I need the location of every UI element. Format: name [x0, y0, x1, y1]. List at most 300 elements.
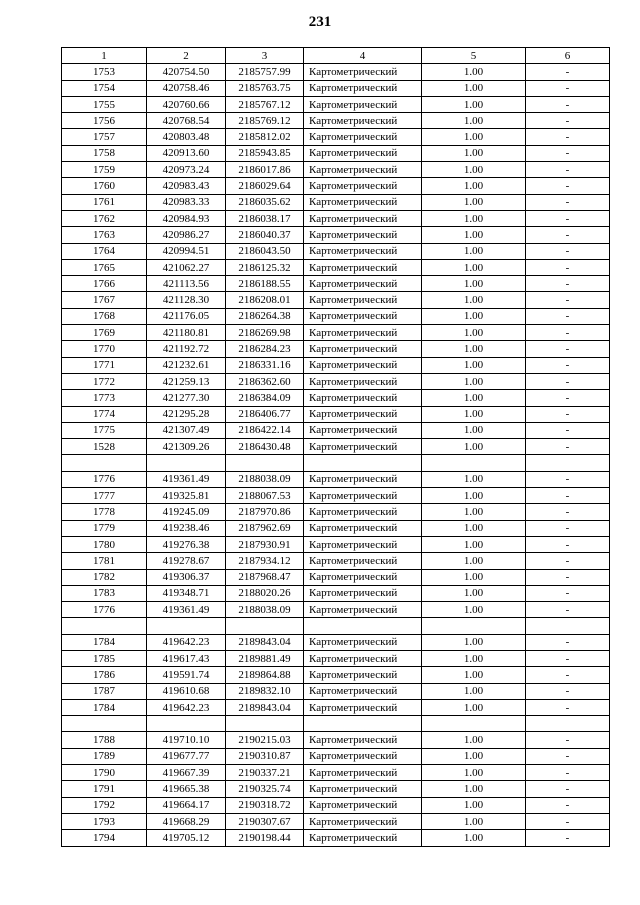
point-number-cell: 1782	[62, 569, 147, 585]
x-coordinate-cell: 419278.67	[147, 553, 226, 569]
table-row	[62, 830, 610, 846]
table-row	[62, 634, 610, 650]
point-number-cell: 1757	[62, 129, 147, 145]
x-coordinate-cell: 420760.66	[147, 96, 226, 112]
table-row	[62, 113, 610, 129]
point-number-cell: 1761	[62, 194, 147, 210]
note-cell: -	[526, 471, 610, 487]
y-coordinate-cell: 2189843.04	[226, 699, 304, 715]
method-cell: Картометрический	[304, 341, 422, 357]
note-cell: -	[526, 325, 610, 341]
point-number-cell: 1785	[62, 650, 147, 666]
table-row	[62, 781, 610, 797]
table-row	[62, 276, 610, 292]
table-row	[62, 471, 610, 487]
point-number-cell: 1776	[62, 602, 147, 618]
y-coordinate-cell: 2186406.77	[226, 406, 304, 422]
y-coordinate-cell: 2188038.09	[226, 602, 304, 618]
method-cell: Картометрический	[304, 813, 422, 829]
table-row	[62, 243, 610, 259]
method-cell: Картометрический	[304, 683, 422, 699]
coordinates-table	[61, 47, 610, 847]
note-cell: -	[526, 113, 610, 129]
point-number-cell: 1775	[62, 422, 147, 438]
table-row	[62, 650, 610, 666]
table-row	[62, 406, 610, 422]
table-row	[62, 308, 610, 324]
x-coordinate-cell: 419642.23	[147, 699, 226, 715]
accuracy-cell: 1.00	[422, 602, 526, 618]
y-coordinate-cell	[226, 716, 304, 732]
table-row	[62, 439, 610, 455]
x-coordinate-cell: 421176.05	[147, 308, 226, 324]
accuracy-cell: 1.00	[422, 781, 526, 797]
method-cell: Картометрический	[304, 667, 422, 683]
note-cell: -	[526, 64, 610, 80]
method-cell: Картометрический	[304, 96, 422, 112]
x-coordinate-cell: 419710.10	[147, 732, 226, 748]
note-cell: -	[526, 732, 610, 748]
note-cell: -	[526, 80, 610, 96]
method-cell: Картометрический	[304, 781, 422, 797]
table-row	[62, 210, 610, 226]
x-coordinate-cell: 420758.46	[147, 80, 226, 96]
y-coordinate-cell: 2186043.50	[226, 243, 304, 259]
point-number-cell: 1763	[62, 227, 147, 243]
note-cell: -	[526, 488, 610, 504]
note-cell: -	[526, 162, 610, 178]
point-number-cell: 1766	[62, 276, 147, 292]
y-coordinate-cell: 2187930.91	[226, 536, 304, 552]
accuracy-cell	[422, 455, 526, 471]
accuracy-cell: 1.00	[422, 162, 526, 178]
method-cell: Картометрический	[304, 748, 422, 764]
table-row	[62, 569, 610, 585]
point-number-cell: 1794	[62, 830, 147, 846]
note-cell: -	[526, 520, 610, 536]
point-number-cell: 1781	[62, 553, 147, 569]
note-cell: -	[526, 276, 610, 292]
x-coordinate-cell: 420983.33	[147, 194, 226, 210]
point-number-cell: 1759	[62, 162, 147, 178]
method-cell: Картометрический	[304, 162, 422, 178]
x-coordinate-cell: 419610.68	[147, 683, 226, 699]
point-number-cell: 1789	[62, 748, 147, 764]
table-row	[62, 455, 610, 471]
method-cell: Картометрический	[304, 308, 422, 324]
note-cell: -	[526, 699, 610, 715]
method-cell: Картометрический	[304, 276, 422, 292]
table-row	[62, 390, 610, 406]
point-number-cell	[62, 618, 147, 634]
accuracy-cell: 1.00	[422, 813, 526, 829]
point-number-cell: 1783	[62, 585, 147, 601]
y-coordinate-cell: 2186331.16	[226, 357, 304, 373]
note-cell: -	[526, 243, 610, 259]
x-coordinate-cell: 419361.49	[147, 471, 226, 487]
note-cell: -	[526, 373, 610, 389]
accuracy-cell: 1.00	[422, 373, 526, 389]
accuracy-cell: 1.00	[422, 634, 526, 650]
x-coordinate-cell: 421295.28	[147, 406, 226, 422]
accuracy-cell: 1.00	[422, 830, 526, 846]
x-coordinate-cell: 420973.24	[147, 162, 226, 178]
x-coordinate-cell: 421128.30	[147, 292, 226, 308]
table-row	[62, 178, 610, 194]
y-coordinate-cell	[226, 455, 304, 471]
point-number-cell: 1760	[62, 178, 147, 194]
note-cell: -	[526, 536, 610, 552]
note-cell: -	[526, 145, 610, 161]
point-number-cell: 1773	[62, 390, 147, 406]
point-number-cell	[62, 455, 147, 471]
x-coordinate-cell: 419348.71	[147, 585, 226, 601]
x-coordinate-cell: 419665.38	[147, 781, 226, 797]
x-coordinate-cell: 420803.48	[147, 129, 226, 145]
method-cell: Картометрический	[304, 210, 422, 226]
x-coordinate-cell: 419664.17	[147, 797, 226, 813]
method-cell: Картометрический	[304, 194, 422, 210]
note-cell	[526, 618, 610, 634]
note-cell: -	[526, 650, 610, 666]
point-number-cell: 1762	[62, 210, 147, 226]
y-coordinate-cell: 2186125.32	[226, 259, 304, 275]
method-cell: Картометрический	[304, 390, 422, 406]
y-coordinate-cell: 2188020.26	[226, 585, 304, 601]
table-row	[62, 162, 610, 178]
method-cell: Картометрический	[304, 178, 422, 194]
table-body	[62, 64, 610, 846]
table-row	[62, 765, 610, 781]
method-cell: Картометрический	[304, 243, 422, 259]
x-coordinate-cell: 421180.81	[147, 325, 226, 341]
y-coordinate-cell: 2185767.12	[226, 96, 304, 112]
accuracy-cell: 1.00	[422, 488, 526, 504]
note-cell: -	[526, 569, 610, 585]
note-cell: -	[526, 813, 610, 829]
table-row	[62, 504, 610, 520]
method-cell: Картометрический	[304, 64, 422, 80]
method-cell: Картометрический	[304, 797, 422, 813]
method-cell: Картометрический	[304, 732, 422, 748]
accuracy-cell: 1.00	[422, 308, 526, 324]
note-cell: -	[526, 406, 610, 422]
method-cell: Картометрический	[304, 650, 422, 666]
point-number-cell: 1788	[62, 732, 147, 748]
x-coordinate-cell: 421113.56	[147, 276, 226, 292]
note-cell: -	[526, 781, 610, 797]
x-coordinate-cell: 420913.60	[147, 145, 226, 161]
point-number-cell	[62, 716, 147, 732]
point-number-cell: 1769	[62, 325, 147, 341]
accuracy-cell: 1.00	[422, 699, 526, 715]
point-number-cell: 1784	[62, 699, 147, 715]
x-coordinate-cell: 419677.77	[147, 748, 226, 764]
method-cell: Картометрический	[304, 634, 422, 650]
note-cell: -	[526, 667, 610, 683]
table-row	[62, 194, 610, 210]
y-coordinate-cell: 2188067.53	[226, 488, 304, 504]
y-coordinate-cell: 2187968.47	[226, 569, 304, 585]
y-coordinate-cell: 2190198.44	[226, 830, 304, 846]
y-coordinate-cell: 2186188.55	[226, 276, 304, 292]
y-coordinate-cell: 2189843.04	[226, 634, 304, 650]
table-row	[62, 683, 610, 699]
x-coordinate-cell: 419238.46	[147, 520, 226, 536]
point-number-cell: 1753	[62, 64, 147, 80]
note-cell: -	[526, 683, 610, 699]
y-coordinate-cell: 2186038.17	[226, 210, 304, 226]
point-number-cell: 1755	[62, 96, 147, 112]
table-row	[62, 618, 610, 634]
table-row	[62, 813, 610, 829]
point-number-cell: 1756	[62, 113, 147, 129]
y-coordinate-cell: 2190310.87	[226, 748, 304, 764]
note-cell: -	[526, 634, 610, 650]
accuracy-cell: 1.00	[422, 96, 526, 112]
point-number-cell: 1772	[62, 373, 147, 389]
note-cell: -	[526, 96, 610, 112]
note-cell: -	[526, 439, 610, 455]
column-header: 4	[304, 48, 422, 64]
accuracy-cell: 1.00	[422, 667, 526, 683]
column-header: 5	[422, 48, 526, 64]
method-cell	[304, 716, 422, 732]
method-cell: Картометрический	[304, 145, 422, 161]
point-number-cell: 1528	[62, 439, 147, 455]
x-coordinate-cell: 421232.61	[147, 357, 226, 373]
point-number-cell: 1787	[62, 683, 147, 699]
x-coordinate-cell: 419705.12	[147, 830, 226, 846]
table-row	[62, 602, 610, 618]
method-cell: Картометрический	[304, 292, 422, 308]
table-row	[62, 341, 610, 357]
note-cell: -	[526, 210, 610, 226]
method-cell	[304, 455, 422, 471]
point-number-cell: 1786	[62, 667, 147, 683]
method-cell: Картометрический	[304, 536, 422, 552]
y-coordinate-cell: 2186208.01	[226, 292, 304, 308]
note-cell	[526, 716, 610, 732]
x-coordinate-cell: 419325.81	[147, 488, 226, 504]
x-coordinate-cell: 421062.27	[147, 259, 226, 275]
point-number-cell: 1767	[62, 292, 147, 308]
accuracy-cell: 1.00	[422, 732, 526, 748]
column-header: 1	[62, 48, 147, 64]
point-number-cell: 1784	[62, 634, 147, 650]
x-coordinate-cell: 419591.74	[147, 667, 226, 683]
x-coordinate-cell: 421307.49	[147, 422, 226, 438]
table-row	[62, 227, 610, 243]
point-number-cell: 1790	[62, 765, 147, 781]
x-coordinate-cell: 420994.51	[147, 243, 226, 259]
method-cell: Картометрический	[304, 406, 422, 422]
column-header: 6	[526, 48, 610, 64]
table-row	[62, 357, 610, 373]
accuracy-cell: 1.00	[422, 129, 526, 145]
point-number-cell: 1764	[62, 243, 147, 259]
point-number-cell: 1771	[62, 357, 147, 373]
method-cell: Картометрический	[304, 373, 422, 389]
x-coordinate-cell: 420754.50	[147, 64, 226, 80]
y-coordinate-cell: 2186269.98	[226, 325, 304, 341]
column-header: 2	[147, 48, 226, 64]
note-cell: -	[526, 748, 610, 764]
page-number: 231	[308, 14, 332, 30]
x-coordinate-cell: 419361.49	[147, 602, 226, 618]
table-row	[62, 64, 610, 80]
accuracy-cell: 1.00	[422, 292, 526, 308]
method-cell: Картометрический	[304, 80, 422, 96]
note-cell: -	[526, 227, 610, 243]
table-row	[62, 732, 610, 748]
y-coordinate-cell: 2190318.72	[226, 797, 304, 813]
note-cell: -	[526, 797, 610, 813]
y-coordinate-cell: 2186264.38	[226, 308, 304, 324]
y-coordinate-cell: 2186384.09	[226, 390, 304, 406]
accuracy-cell: 1.00	[422, 520, 526, 536]
note-cell: -	[526, 178, 610, 194]
method-cell: Картометрический	[304, 504, 422, 520]
point-number-cell: 1777	[62, 488, 147, 504]
table-row	[62, 797, 610, 813]
accuracy-cell: 1.00	[422, 357, 526, 373]
note-cell: -	[526, 830, 610, 846]
accuracy-cell: 1.00	[422, 341, 526, 357]
accuracy-cell: 1.00	[422, 276, 526, 292]
y-coordinate-cell: 2188038.09	[226, 471, 304, 487]
table-header-row	[62, 48, 610, 64]
y-coordinate-cell: 2187970.86	[226, 504, 304, 520]
y-coordinate-cell: 2185769.12	[226, 113, 304, 129]
note-cell	[526, 455, 610, 471]
note-cell: -	[526, 765, 610, 781]
accuracy-cell: 1.00	[422, 113, 526, 129]
y-coordinate-cell: 2190337.21	[226, 765, 304, 781]
note-cell: -	[526, 585, 610, 601]
y-coordinate-cell: 2187962.69	[226, 520, 304, 536]
table-row	[62, 536, 610, 552]
y-coordinate-cell: 2189881.49	[226, 650, 304, 666]
y-coordinate-cell: 2190307.67	[226, 813, 304, 829]
table-row	[62, 585, 610, 601]
point-number-cell: 1754	[62, 80, 147, 96]
method-cell: Картометрический	[304, 585, 422, 601]
accuracy-cell: 1.00	[422, 683, 526, 699]
y-coordinate-cell	[226, 618, 304, 634]
y-coordinate-cell: 2189864.88	[226, 667, 304, 683]
note-cell: -	[526, 292, 610, 308]
y-coordinate-cell: 2186284.23	[226, 341, 304, 357]
accuracy-cell: 1.00	[422, 259, 526, 275]
x-coordinate-cell: 419617.43	[147, 650, 226, 666]
point-number-cell: 1774	[62, 406, 147, 422]
x-coordinate-cell: 421277.30	[147, 390, 226, 406]
method-cell: Картометрический	[304, 227, 422, 243]
accuracy-cell: 1.00	[422, 243, 526, 259]
method-cell: Картометрический	[304, 259, 422, 275]
accuracy-cell: 1.00	[422, 406, 526, 422]
method-cell: Картометрический	[304, 699, 422, 715]
point-number-cell: 1765	[62, 259, 147, 275]
method-cell: Картометрический	[304, 602, 422, 618]
y-coordinate-cell: 2189832.10	[226, 683, 304, 699]
y-coordinate-cell: 2185757.99	[226, 64, 304, 80]
y-coordinate-cell: 2186430.48	[226, 439, 304, 455]
method-cell: Картометрический	[304, 439, 422, 455]
y-coordinate-cell: 2185763.75	[226, 80, 304, 96]
y-coordinate-cell: 2185943.85	[226, 145, 304, 161]
method-cell	[304, 618, 422, 634]
table-row	[62, 145, 610, 161]
method-cell: Картометрический	[304, 357, 422, 373]
table-row	[62, 667, 610, 683]
point-number-cell: 1776	[62, 471, 147, 487]
accuracy-cell: 1.00	[422, 569, 526, 585]
accuracy-cell: 1.00	[422, 471, 526, 487]
note-cell: -	[526, 504, 610, 520]
accuracy-cell: 1.00	[422, 178, 526, 194]
method-cell: Картометрический	[304, 569, 422, 585]
y-coordinate-cell: 2186017.86	[226, 162, 304, 178]
note-cell: -	[526, 259, 610, 275]
table-row	[62, 292, 610, 308]
y-coordinate-cell: 2187934.12	[226, 553, 304, 569]
table-row	[62, 520, 610, 536]
y-coordinate-cell: 2186362.60	[226, 373, 304, 389]
accuracy-cell: 1.00	[422, 536, 526, 552]
note-cell: -	[526, 390, 610, 406]
table-row	[62, 422, 610, 438]
y-coordinate-cell: 2185812.02	[226, 129, 304, 145]
accuracy-cell: 1.00	[422, 748, 526, 764]
x-coordinate-cell: 421192.72	[147, 341, 226, 357]
point-number-cell: 1768	[62, 308, 147, 324]
table-row	[62, 699, 610, 715]
accuracy-cell: 1.00	[422, 325, 526, 341]
note-cell: -	[526, 194, 610, 210]
accuracy-cell: 1.00	[422, 227, 526, 243]
point-number-cell: 1792	[62, 797, 147, 813]
method-cell: Картометрический	[304, 765, 422, 781]
method-cell: Картометрический	[304, 422, 422, 438]
x-coordinate-cell	[147, 618, 226, 634]
method-cell: Картометрический	[304, 471, 422, 487]
table-row	[62, 553, 610, 569]
table-row	[62, 325, 610, 341]
accuracy-cell: 1.00	[422, 64, 526, 80]
accuracy-cell: 1.00	[422, 145, 526, 161]
table-row	[62, 96, 610, 112]
table-row	[62, 80, 610, 96]
x-coordinate-cell: 420986.27	[147, 227, 226, 243]
x-coordinate-cell: 419245.09	[147, 504, 226, 520]
note-cell: -	[526, 422, 610, 438]
note-cell: -	[526, 357, 610, 373]
y-coordinate-cell: 2186029.64	[226, 178, 304, 194]
x-coordinate-cell: 420984.93	[147, 210, 226, 226]
point-number-cell: 1791	[62, 781, 147, 797]
x-coordinate-cell: 419276.38	[147, 536, 226, 552]
method-cell: Картометрический	[304, 830, 422, 846]
accuracy-cell: 1.00	[422, 650, 526, 666]
note-cell: -	[526, 553, 610, 569]
x-coordinate-cell: 419642.23	[147, 634, 226, 650]
y-coordinate-cell: 2186422.14	[226, 422, 304, 438]
accuracy-cell: 1.00	[422, 765, 526, 781]
column-header: 3	[226, 48, 304, 64]
note-cell: -	[526, 602, 610, 618]
